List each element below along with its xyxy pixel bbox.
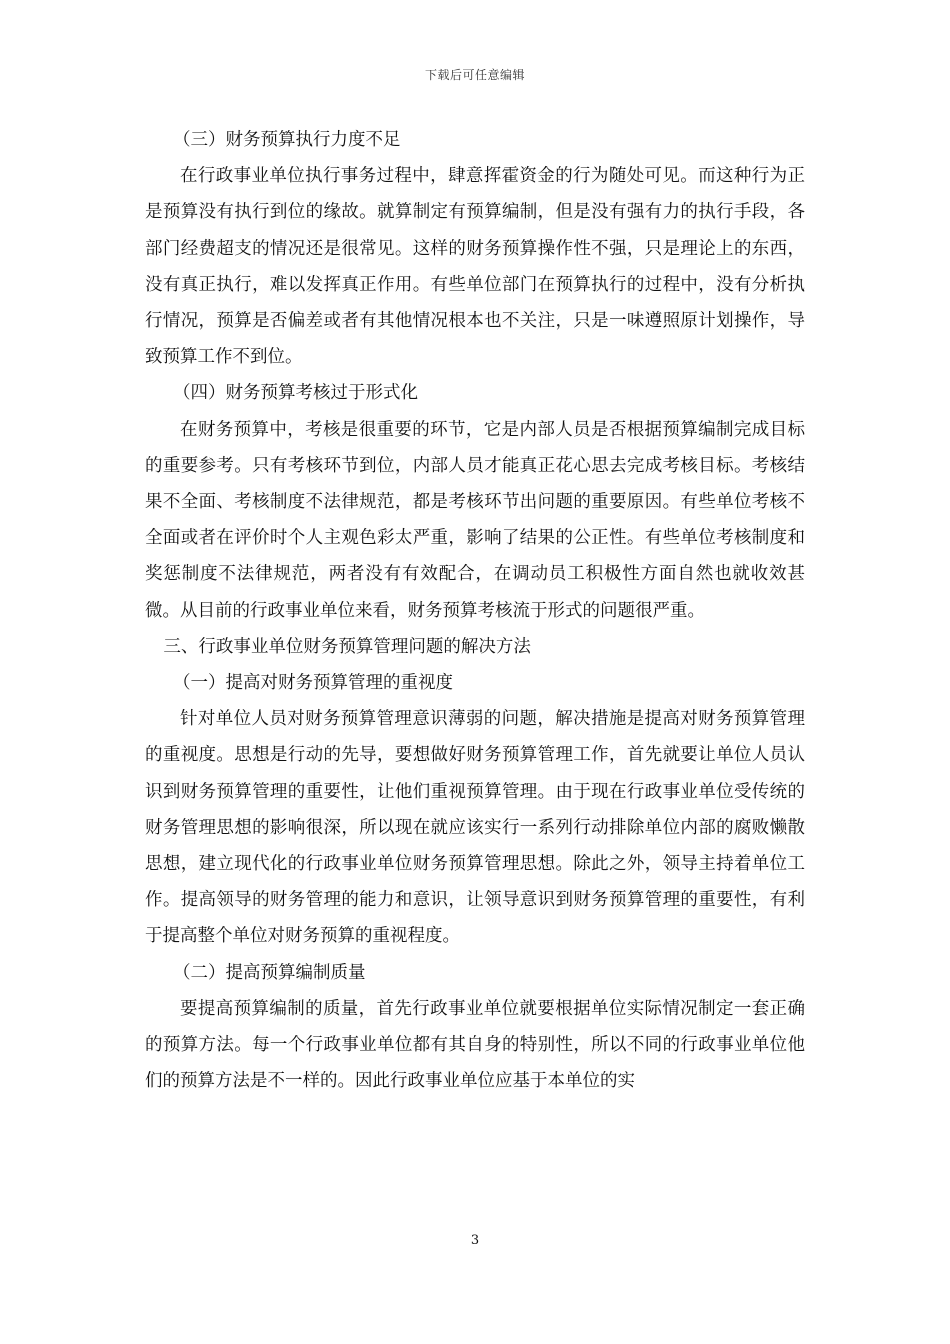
section-heading-solutions: 三、行政事业单位财务预算管理问题的解决方法 — [163, 636, 531, 657]
paragraph-budget-assessment: 在财务预算中，考核是很重要的环节，它是内部人员是否根据预算编制完成目标的重要参考。只有考核环节到位，内部人员才能真正花心思去完成考核目标。考核结果不全面、考核制度不法律规范，都是考核环节出问题的重要原因。有些单位考核不全面或者在评价时个人主观色彩太严重，影响了结果的公正性。有些单位考核制度和奖惩制度不法律规范，两者没有有效配合，在调动员工积极性方面自然也就收效甚微。从目前的行政事业单位来看，财务预算考核流于形式的问题很严重。 — [145, 419, 805, 621]
subheading-budget-assessment: （四）财务预算考核过于形式化 — [173, 383, 418, 404]
page-number: 3 — [470, 1233, 480, 1248]
document-body — [145, 122, 805, 1099]
paragraph-budget-execution: 在行政事业单位执行事务过程中，肆意挥霍资金的行为随处可见。而这种行为正是预算没有执行到位的缘故。就算制定有预算编制，但是没有强有力的执行手段，各部门经费超支的情况还是很常见。这样的财务预算操作性不强，只是理论上的东西，没有真正执行，难以发挥真正作用。有些单位部门在预算执行的过程中，没有分析执行情况，预算是否偏差或者有其他情况根本也不关注，只是一味遵照原计划操作，导致预算工作不到位。 — [145, 166, 805, 368]
paragraph-budget-quality: 要提高预算编制的质量，首先行政事业单位就要根据单位实际情况制定一套正确的预算方法。每一个行政事业单位都有其自身的特别性，所以不同的行政事业单位他们的预算方法是不一样的。因此行政事业单位应基于本单位的实 — [145, 998, 805, 1092]
paragraph-raise-attention: 针对单位人员对财务预算管理意识薄弱的问题，解决措施是提高对财务预算管理的重视度。思想是行动的先导，要想做好财务预算管理工作，首先就要让单位人员认识到财务预算管理的重要性，让他们重视预算管理。由于现在行政事业单位受传统的财务管理思想的影响很深，所以现在就应该实行一系列行动排除单位内部的腐败懒散思想，建立现代化的行政事业单位财务预算管理思想。除此之外，领导主持着单位工作。提高领导的财务管理的能力和意识，让领导意识到财务预算管理的重要性，有利于提高整个单位对财务预算的重视程度。 — [145, 709, 805, 947]
subheading-budget-quality: （二）提高预算编制质量 — [173, 962, 366, 983]
subheading-budget-execution: （三）财务预算执行力度不足 — [173, 130, 401, 150]
page-header-note: 下载后可任意编辑 — [424, 68, 525, 82]
subheading-raise-attention: （一）提高对财务预算管理的重视度 — [173, 673, 453, 694]
